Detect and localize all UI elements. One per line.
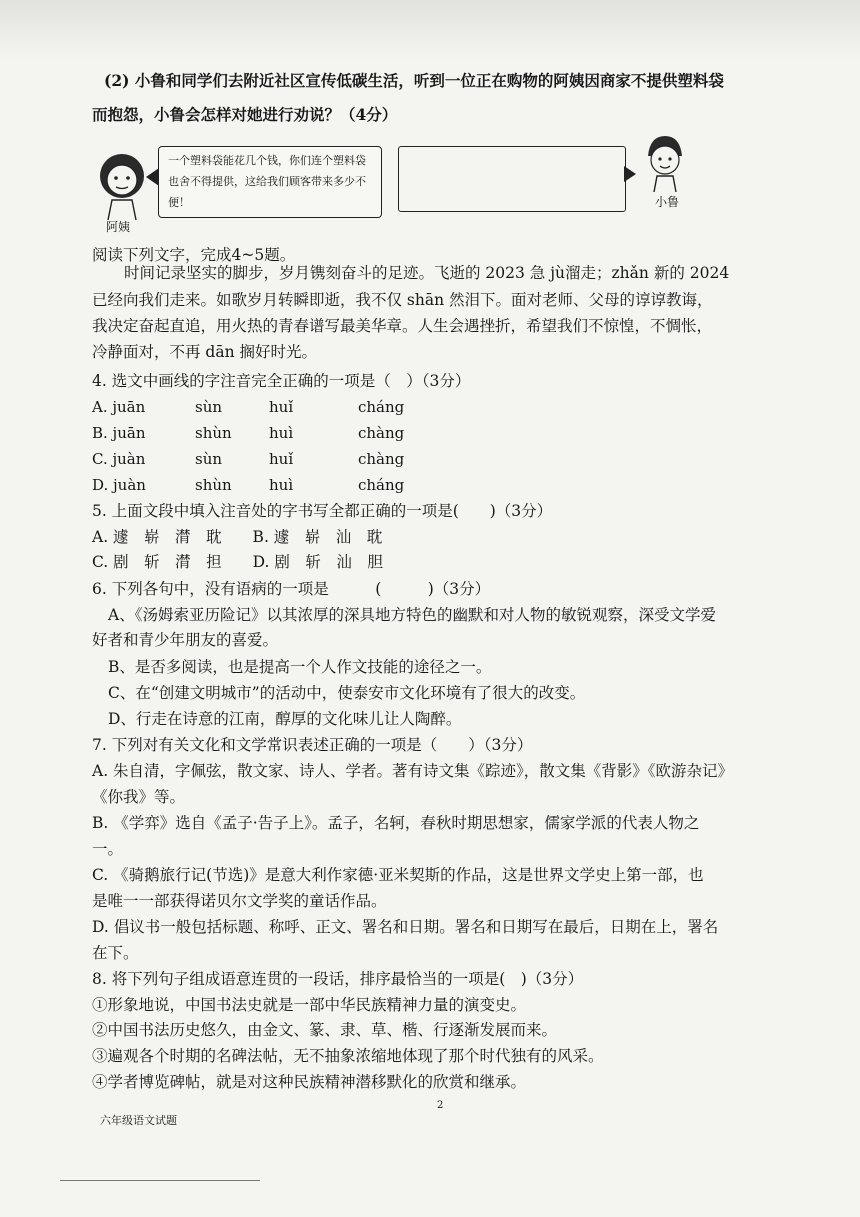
q4-c-label: C. juàn [92,450,146,468]
q8-sentence-1: ①形象地说，中国书法史就是一部中华民族精神力量的演变史。 [92,996,527,1014]
q8-sentence-2: ②中国书法历史悠久，由金文、篆、隶、草、楷、行逐渐发展而来。 [92,1021,558,1039]
q6-option-d[interactable]: D、行走在诗意的江南，醇厚的文化味儿让人陶醉。 [108,710,462,728]
q5-row1[interactable]: A. 遽 崭 潸 耽 B. 遽 崭 汕 耽 [92,528,383,546]
subject-footer: 六年级语文试题 [100,1114,177,1127]
q4-b-c: huì [269,424,294,442]
q4-c-d: chàng [358,450,405,468]
q7-option-c-line1[interactable]: C. 《骑鹅旅行记(节选)》是意大利作家德·亚米契斯的作品，这是世界文学史上第一部，也 [92,866,704,884]
aunt-illustration-icon [92,150,152,220]
q4-b-d: chàng [358,424,405,442]
answer-bubble-tail [624,166,636,182]
q7-option-a-line2: 《你我》等。 [92,788,186,806]
q4-a-label: A. juān [92,398,146,416]
q5-row2[interactable]: C. 剧 斩 潸 担 D. 剧 斩 汕 胆 [92,553,383,571]
q6-option-c[interactable]: C、在“创建文明城市”的活动中，使泰安市文化环境有了很大的改变。 [108,684,586,702]
q4-c-b: sùn [195,450,223,468]
scan-shadow [0,0,860,60]
q7-option-c-line2: 是唯一一部获得诺贝尔文学奖的童话作品。 [92,892,387,910]
q7-option-b-line1[interactable]: B. 《学弈》选自《孟子·告子上》。孟子，名轲，春秋时期思想家，儒家学派的代表人物之 [92,814,700,832]
q4-d-label: D. juàn [92,476,146,494]
q4-d-b: shùn [195,476,232,494]
footer-rule [60,1180,260,1181]
q5-stem: 5. 上面文段中填入注音处的字书写全都正确的一项是( )（3分） [92,502,553,520]
q4-d-c: huì [269,476,294,494]
q7-option-b-line2: 一。 [92,840,124,858]
aunt-label: 阿姨 [106,220,131,234]
answer-bubble[interactable] [398,146,626,212]
reading-p3: 我决定奋起直追，用火热的青春谱写最美华章。人生会遇挫折，希望我们不惊惶，不惆怅， [92,317,713,335]
q7-option-a-line1[interactable]: A. 朱自清，字佩弦，散文家、诗人、学者。著有诗文集《踪迹》，散文集《背影》《欧游杂记》 [92,762,734,780]
reading-p2: 已经向我们走来。如歌岁月转瞬即逝，我不仅 shān 然泪下。面对老师、父母的谆谆教诲， [92,291,713,309]
q4-a-d: cháng [358,398,405,416]
q7-stem: 7. 下列对有关文化和文学常识表述正确的一项是（ ）（3分） [92,736,533,754]
q6-stem: 6. 下列各句中，没有语病的一项是 ( )（3分） [92,580,491,598]
q4-d-d: cháng [358,476,405,494]
q4-b-label: B. juān [92,424,146,442]
q8-sentence-4: ④学者博览碑帖，就是对这种民族精神潜移默化的欣赏和继承。 [92,1073,527,1091]
q4-a-c: huǐ [269,398,294,416]
q7-option-d-line2: 在下。 [92,944,139,962]
q8-sentence-3: ③遍观各个时期的名碑法帖，无不抽象浓缩地体现了那个时代独有的风采。 [92,1047,604,1065]
page-number: 2 [437,1100,444,1111]
q6-option-a-line2: 好者和青少年朋友的喜爱。 [92,631,279,649]
q4-c-c: huǐ [269,450,294,468]
q4-b-b: shùn [195,424,232,442]
xiaolu-label: 小鲁 [655,195,680,209]
q4-a-b: sùn [195,398,223,416]
reading-p4: 冷静面对，不再 dān 搁好时光。 [92,343,318,361]
q8-stem: 8. 将下列句子组成语意连贯的一段话，排序最恰当的一项是( )（3分） [92,970,584,988]
q7-option-d-line1[interactable]: D. 倡议书一般包括标题、称呼、正文、署名和日期。署名和日期写在最后，日期在上，署名 [92,918,719,936]
q4-stem: 4. 选文中画线的字注音完全正确的一项是（ ）（3分） [92,372,471,390]
q6-option-b[interactable]: B、是否多阅读，也是提高一个人作文技能的途径之一。 [108,658,492,676]
aunt-speech-text: 一个塑料袋能花几个钱，你们连个塑料袋也舍不得提供，这给我们顾客带来多少不便！ [168,154,366,209]
q2-line2: 而抱怨，小鲁会怎样对她进行劝说？（4分） [92,105,398,124]
xiaolu-illustration-icon [640,132,690,192]
q2-line1: (2) 小鲁和同学们去附近社区宣传低碳生活，听到一位正在购物的阿姨因商家不提供塑料袋 [104,71,724,90]
reading-intro: 阅读下列文字，完成4~5题。 [92,246,296,264]
reading-p1: 时间记录坚实的脚步，岁月镌刻奋斗的足迹。飞逝的 2023 急 jù溜走；zhǎn 新的 2024 [124,264,730,282]
q6-option-a-line1[interactable]: A、《汤姆索亚历险记》以其浓厚的深具地方特色的幽默和对人物的敏锐观察，深受文学爱 [108,606,716,624]
